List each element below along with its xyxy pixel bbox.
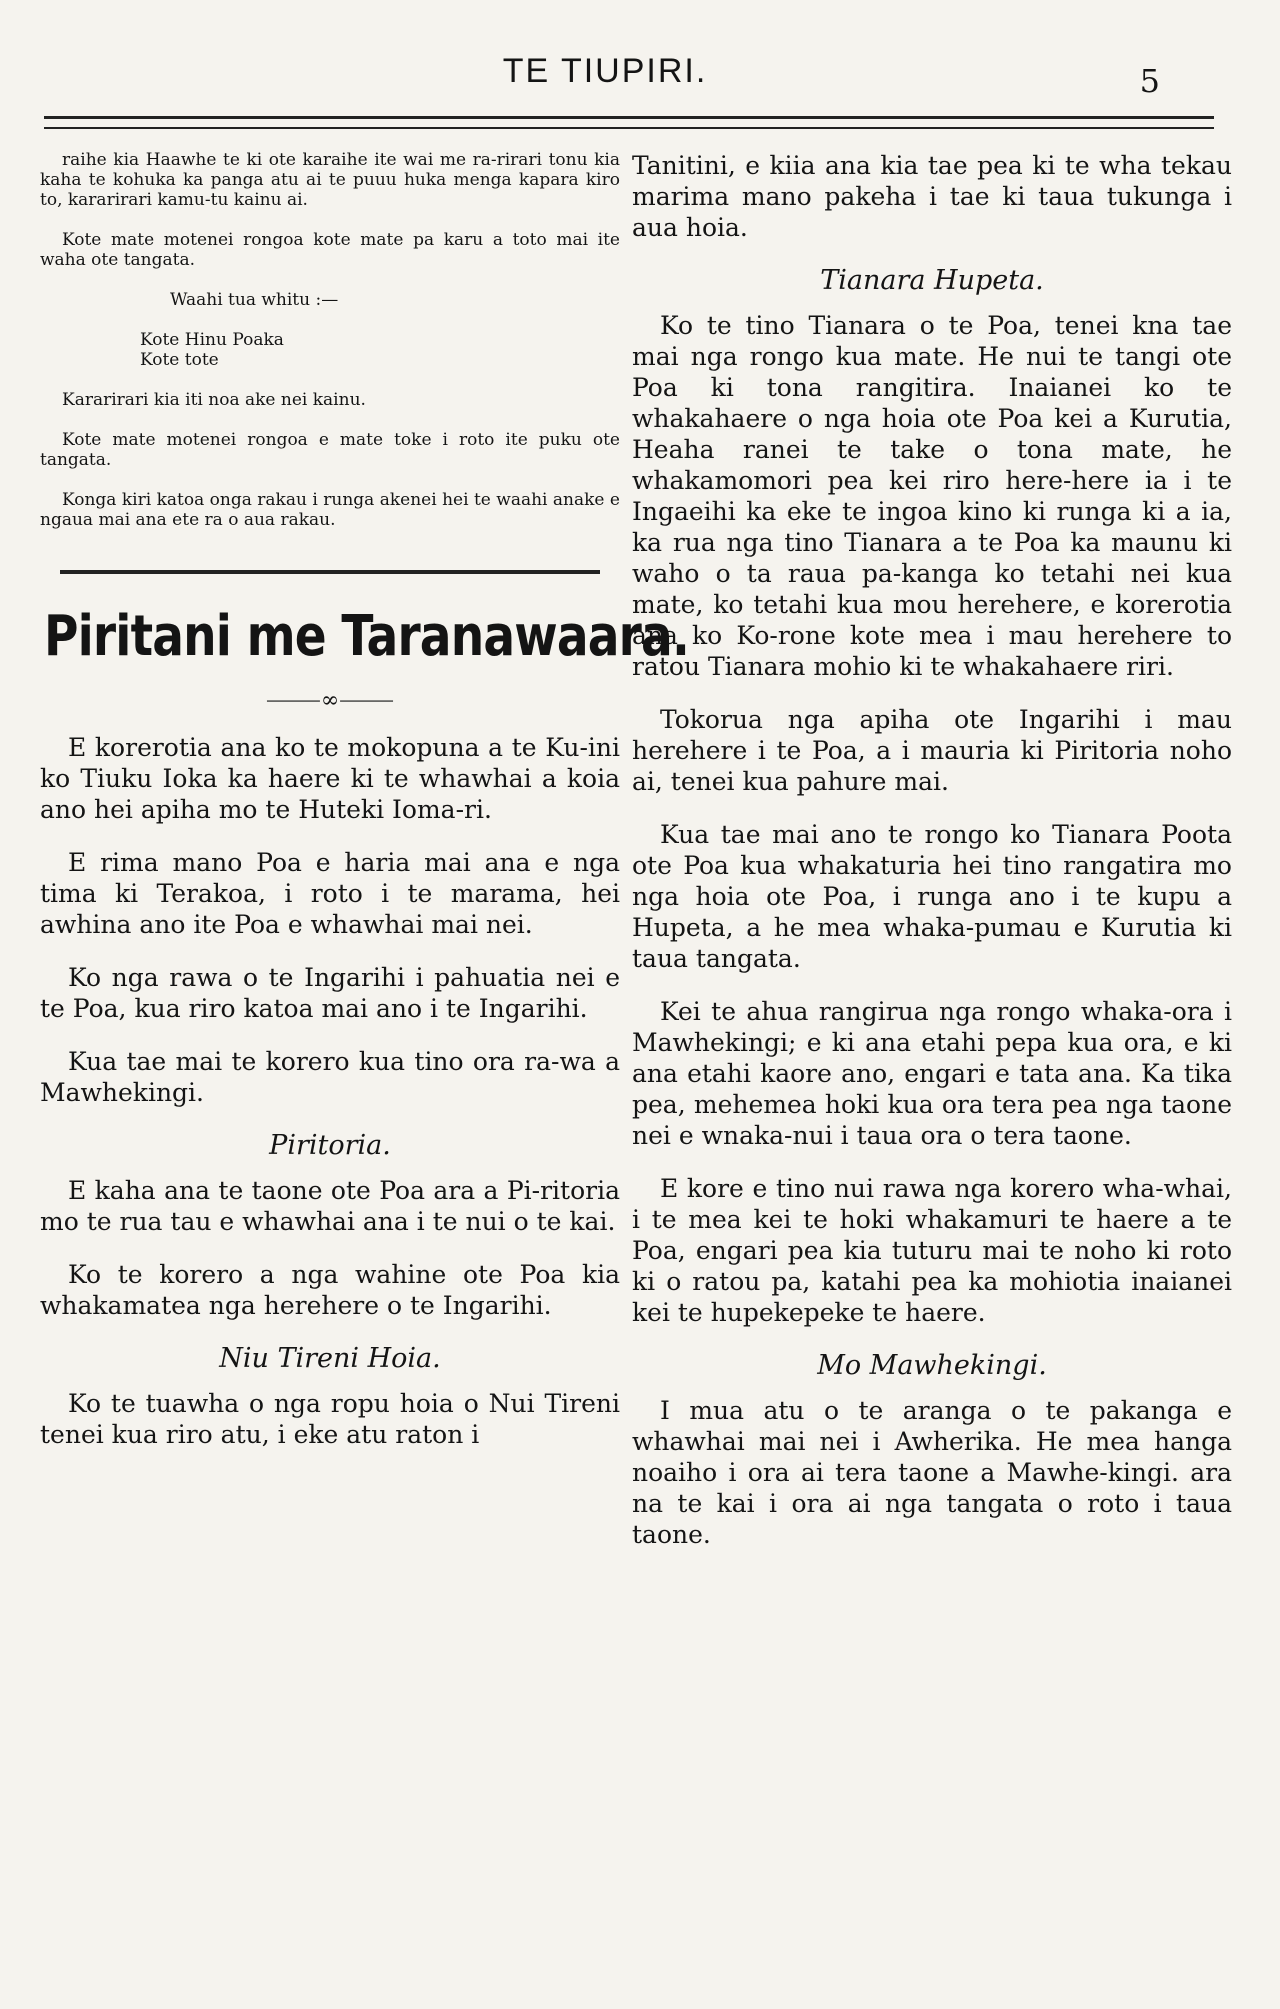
ornament	[40, 683, 620, 714]
body-paragraph: E rima mano Poa e haria mai ana e nga tima ki Terakoa, i roto i te marama, hei awhina ano ite Poa e whawhai mai nei.	[40, 848, 620, 939]
left-column	[40, 150, 689, 1472]
body-paragraph: E kore e tino nui rawa nga korero wha-whai, i te mea kei te hoki whakamuri te haere a te Poa, engari pea kia tuturu mai te noho ki roto ki o ratou pa, katahi pea ka mohiotia inaianei kei te hupekepeke te haere.	[632, 1174, 1232, 1327]
body-paragraph: Tanitini, e kiia ana kia tae pea ki te wha tekau marima mano pakeha i tae ki taua tukunga i aua hoia.	[632, 151, 1232, 242]
body-paragraph: Kua tae mai ano te rongo ko Tianara Poota ote Poa kua whakaturia hei tino rangatira mo nga hoia ote Poa, i runga ano i te kupu a Hupeta, a he mea whaka-pumau e Kurutia ki taua tangata.	[632, 820, 1232, 973]
subhead-piritoria: Piritoria.	[269, 1130, 391, 1161]
small-paragraph: Kararirari kia iti noa ake nei kainu.	[62, 390, 366, 410]
body-paragraph: Ko te tino Tianara o te Poa, tenei kna tae mai nga rongo kua mate. He nui te tangi ote Poa ki tona rangitira. Inaianei ko te whakahaere o nga hoia ote Poa kei a Kurutia, Heaha ranei te take o tona mate, he whakamomori pea kei riro here-here ia i te Ingaeihi ka eke te ingoa kino ki runga ki a ia, ka rua nga tino Tianara a te Poa ka maunu ki waho o ta raua pa-kanga ko tetahi nei kua mate, ko tetahi kua mou herehere, e korerotia ana ko Ko-rone kote mea i mau herehere to ratou Tianara mohio ki te whakahaere riri.	[632, 311, 1232, 681]
body-paragraph: Ko nga rawa o te Ingarihi i pahuatia nei e te Poa, kua riro katoa mai ano i te Ingarihi.	[40, 963, 620, 1023]
article-headline: Piritani me Taranawaara.	[44, 604, 689, 669]
body-paragraph: I mua atu o te aranga o te pakanga e whawhai mai nei i Awherika. He mea hanga noaiho i ora ai tera taone a Mawhe-kingi. ara na te kai i ora ai nga tangata o roto i taua taone.	[632, 1396, 1232, 1549]
header-rule	[44, 116, 1214, 129]
small-paragraph: raihe kia Haawhe te ki ote karaihe ite wai me ra-rirari tonu kia kaha te kohuka ka panga atu ai te puuu huka menga kapara kiro to, kararirari kamu-tu kainu ai.	[40, 150, 620, 210]
page-header	[0, 52, 1280, 112]
page-number: 5	[1139, 62, 1160, 100]
running-title: TE TIUPIRI.	[502, 52, 708, 90]
list-item: Kote tote	[140, 350, 219, 370]
section-rule	[60, 570, 600, 574]
waahi-heading: Waahi tua whitu :—	[170, 290, 339, 310]
list-item: Kote Hinu Poaka	[140, 330, 284, 350]
body-paragraph: E korerotia ana ko te mokopuna a te Ku-ini ko Tiuku Ioka ka haere ki te whawhai a koia ano hei apiha mo te Huteki Ioma-ri.	[40, 733, 620, 824]
subhead-mo-mawhekingi: Mo Mawhekingi.	[817, 1350, 1047, 1381]
small-paragraph: Kote mate motenei rongoa e mate toke i roto ite puku ote tangata.	[40, 430, 620, 470]
body-paragraph: Tokorua nga apiha ote Ingarihi i mau herehere i te Poa, a i mauria ki Piritoria noho ai, tenei kua pahure mai.	[632, 705, 1232, 796]
right-column	[632, 150, 1232, 1572]
subhead-niu-tireni-hoia: Niu Tireni Hoia.	[219, 1343, 441, 1374]
body-paragraph: E kaha ana te taone ote Poa ara a Pi-ritoria mo te rua tau e whawhai ana i te nui o te kai.	[40, 1176, 620, 1236]
body-paragraph: Ko te korero a nga wahine ote Poa kia whakamatea nga herehere o te Ingarihi.	[40, 1260, 620, 1320]
body-paragraph: Ko te tuawha o nga ropu hoia o Nui Tireni tenei kua riro atu, i eke atu raton i	[40, 1389, 620, 1449]
ornament-glyph: ⸻∞⸻	[265, 688, 395, 713]
body-paragraph: Kei te ahua rangirua nga rongo whaka-ora i Mawhekingi; e ki ana etahi pepa kua ora, e ki ana etahi kaore ano, engari e tata ana. Ka tika pea, mehemea hoki kua ora tera pea nga taone nei e wnaka-nui i taua ora o tera taone.	[632, 997, 1232, 1150]
small-paragraph: Konga kiri katoa onga rakau i runga akenei hei te waahi anake e ngaua mai ana ete ra o aua rakau.	[40, 490, 620, 530]
small-paragraph: Kote mate motenei rongoa kote mate pa karu a toto mai ite waha ote tangata.	[40, 230, 620, 270]
subhead-tianara-hupeta: Tianara Hupeta.	[820, 265, 1044, 296]
body-paragraph: Kua tae mai te korero kua tino ora ra-wa a Mawhekingi.	[40, 1047, 620, 1107]
